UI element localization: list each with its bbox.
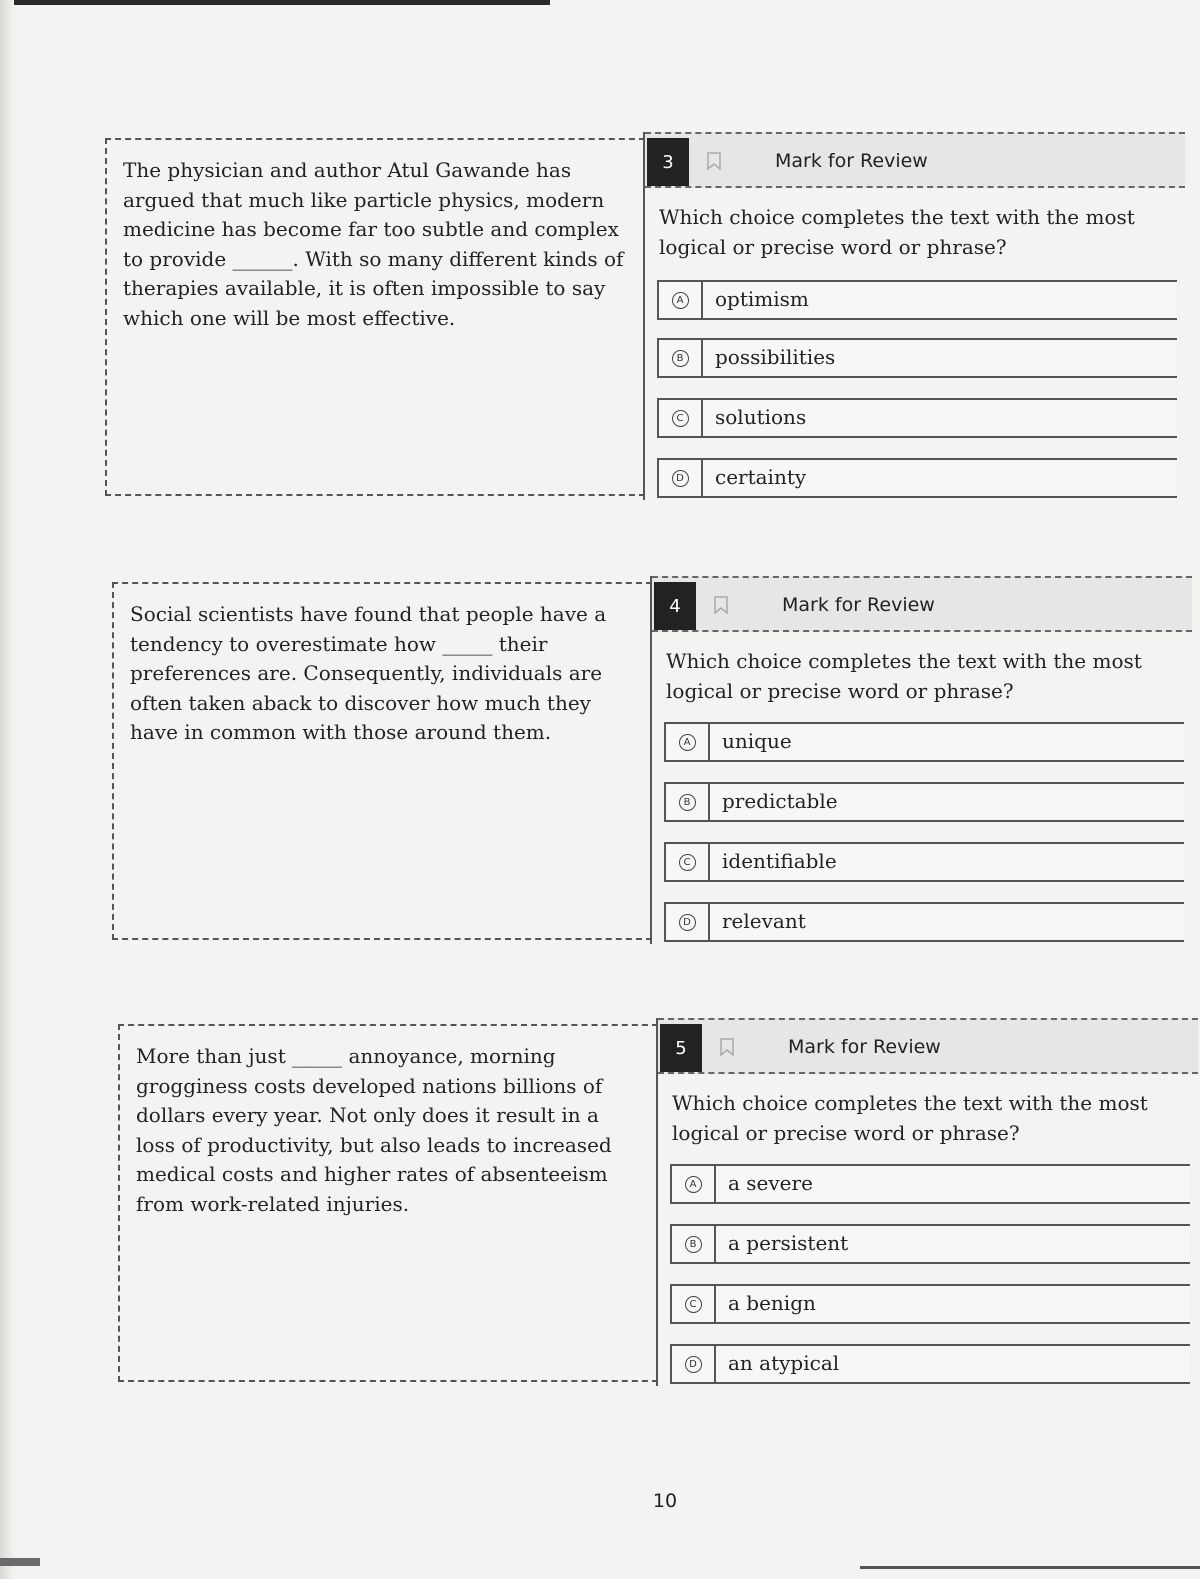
question-number: 3 (647, 138, 689, 186)
choice-text: a severe (728, 1171, 813, 1195)
choice-letter-c: C (672, 410, 689, 427)
question-header (645, 132, 1185, 188)
passage: The physician and author Atul Gawande has argued that much like particle physics, modern medicine has become far too subtle and complex to provide ______. With so many different kinds of therapies available, it is often impossible to say which one will be most effective. (105, 138, 645, 496)
choice-text: predictable (722, 789, 838, 813)
choice-text: an atypical (728, 1351, 840, 1375)
question-header (658, 1018, 1198, 1074)
passage: More than just _____ annoyance, morning grogginess costs developed nations billions of dollars every year. Not only does it result in a loss of productivity, but also leads to increased medical costs and higher rates of absenteeism from work-related injuries. (118, 1024, 658, 1382)
choice-letter-b: B (685, 1236, 702, 1253)
choice-letter-d: D (679, 914, 696, 931)
passage: Social scientists have found that people have a tendency to overestimate how _____ their preferences are. Consequently, individuals are often taken aback to discover how much they have in common with those around them. (112, 582, 652, 940)
choice-text: identifiable (722, 849, 837, 873)
answer-choice-b[interactable] (657, 338, 1177, 378)
choice-letter-c: C (679, 854, 696, 871)
choice-letter-d: D (672, 470, 689, 487)
choice-letter-a: A (685, 1176, 702, 1193)
mark-for-review-button[interactable]: Mark for Review (775, 150, 928, 172)
question-number: 4 (654, 582, 696, 630)
question-header (652, 576, 1192, 632)
choice-text: relevant (722, 909, 806, 933)
question-prompt: Which choice completes the text with the most logical or precise word or phrase? (666, 649, 1142, 703)
answer-choice-b[interactable] (670, 1224, 1190, 1264)
choice-letter-b: B (672, 350, 689, 367)
bookmark-icon[interactable] (720, 1038, 734, 1056)
question-number: 5 (660, 1024, 702, 1072)
answer-choice-a[interactable] (664, 722, 1184, 762)
answer-choice-d[interactable] (664, 902, 1184, 942)
page-edge-left (0, 0, 14, 1579)
page-edge-bottom-left (0, 1558, 40, 1566)
answer-choice-a[interactable] (670, 1164, 1190, 1204)
answer-choice-d[interactable] (657, 458, 1177, 498)
answer-choice-d[interactable] (670, 1344, 1190, 1384)
choice-text: a benign (728, 1291, 816, 1315)
choice-text: unique (722, 729, 792, 753)
answer-choice-c[interactable] (657, 398, 1177, 438)
choice-text: possibilities (715, 345, 836, 369)
question-prompt: Which choice completes the text with the most logical or precise word or phrase? (659, 205, 1135, 259)
choice-letter-b: B (679, 794, 696, 811)
choice-text: a persistent (728, 1231, 849, 1255)
answer-choice-b[interactable] (664, 782, 1184, 822)
choice-letter-c: C (685, 1296, 702, 1313)
mark-for-review-button[interactable]: Mark for Review (782, 594, 935, 616)
choice-text: optimism (715, 287, 809, 311)
choice-letter-d: D (685, 1356, 702, 1373)
bookmark-icon[interactable] (714, 596, 728, 614)
mark-for-review-button[interactable]: Mark for Review (788, 1036, 941, 1058)
answer-choice-c[interactable] (664, 842, 1184, 882)
page-edge-bottom (860, 1566, 1200, 1569)
bookmark-icon[interactable] (707, 152, 721, 170)
page-number: 10 (652, 1490, 678, 1512)
choice-text: certainty (715, 465, 807, 489)
choice-letter-a: A (672, 292, 689, 309)
page-edge-top (0, 0, 550, 5)
question-prompt: Which choice completes the text with the most logical or precise word or phrase? (672, 1091, 1148, 1145)
answer-choice-a[interactable] (657, 280, 1177, 320)
answer-choice-c[interactable] (670, 1284, 1190, 1324)
choice-text: solutions (715, 405, 807, 429)
choice-letter-a: A (679, 734, 696, 751)
